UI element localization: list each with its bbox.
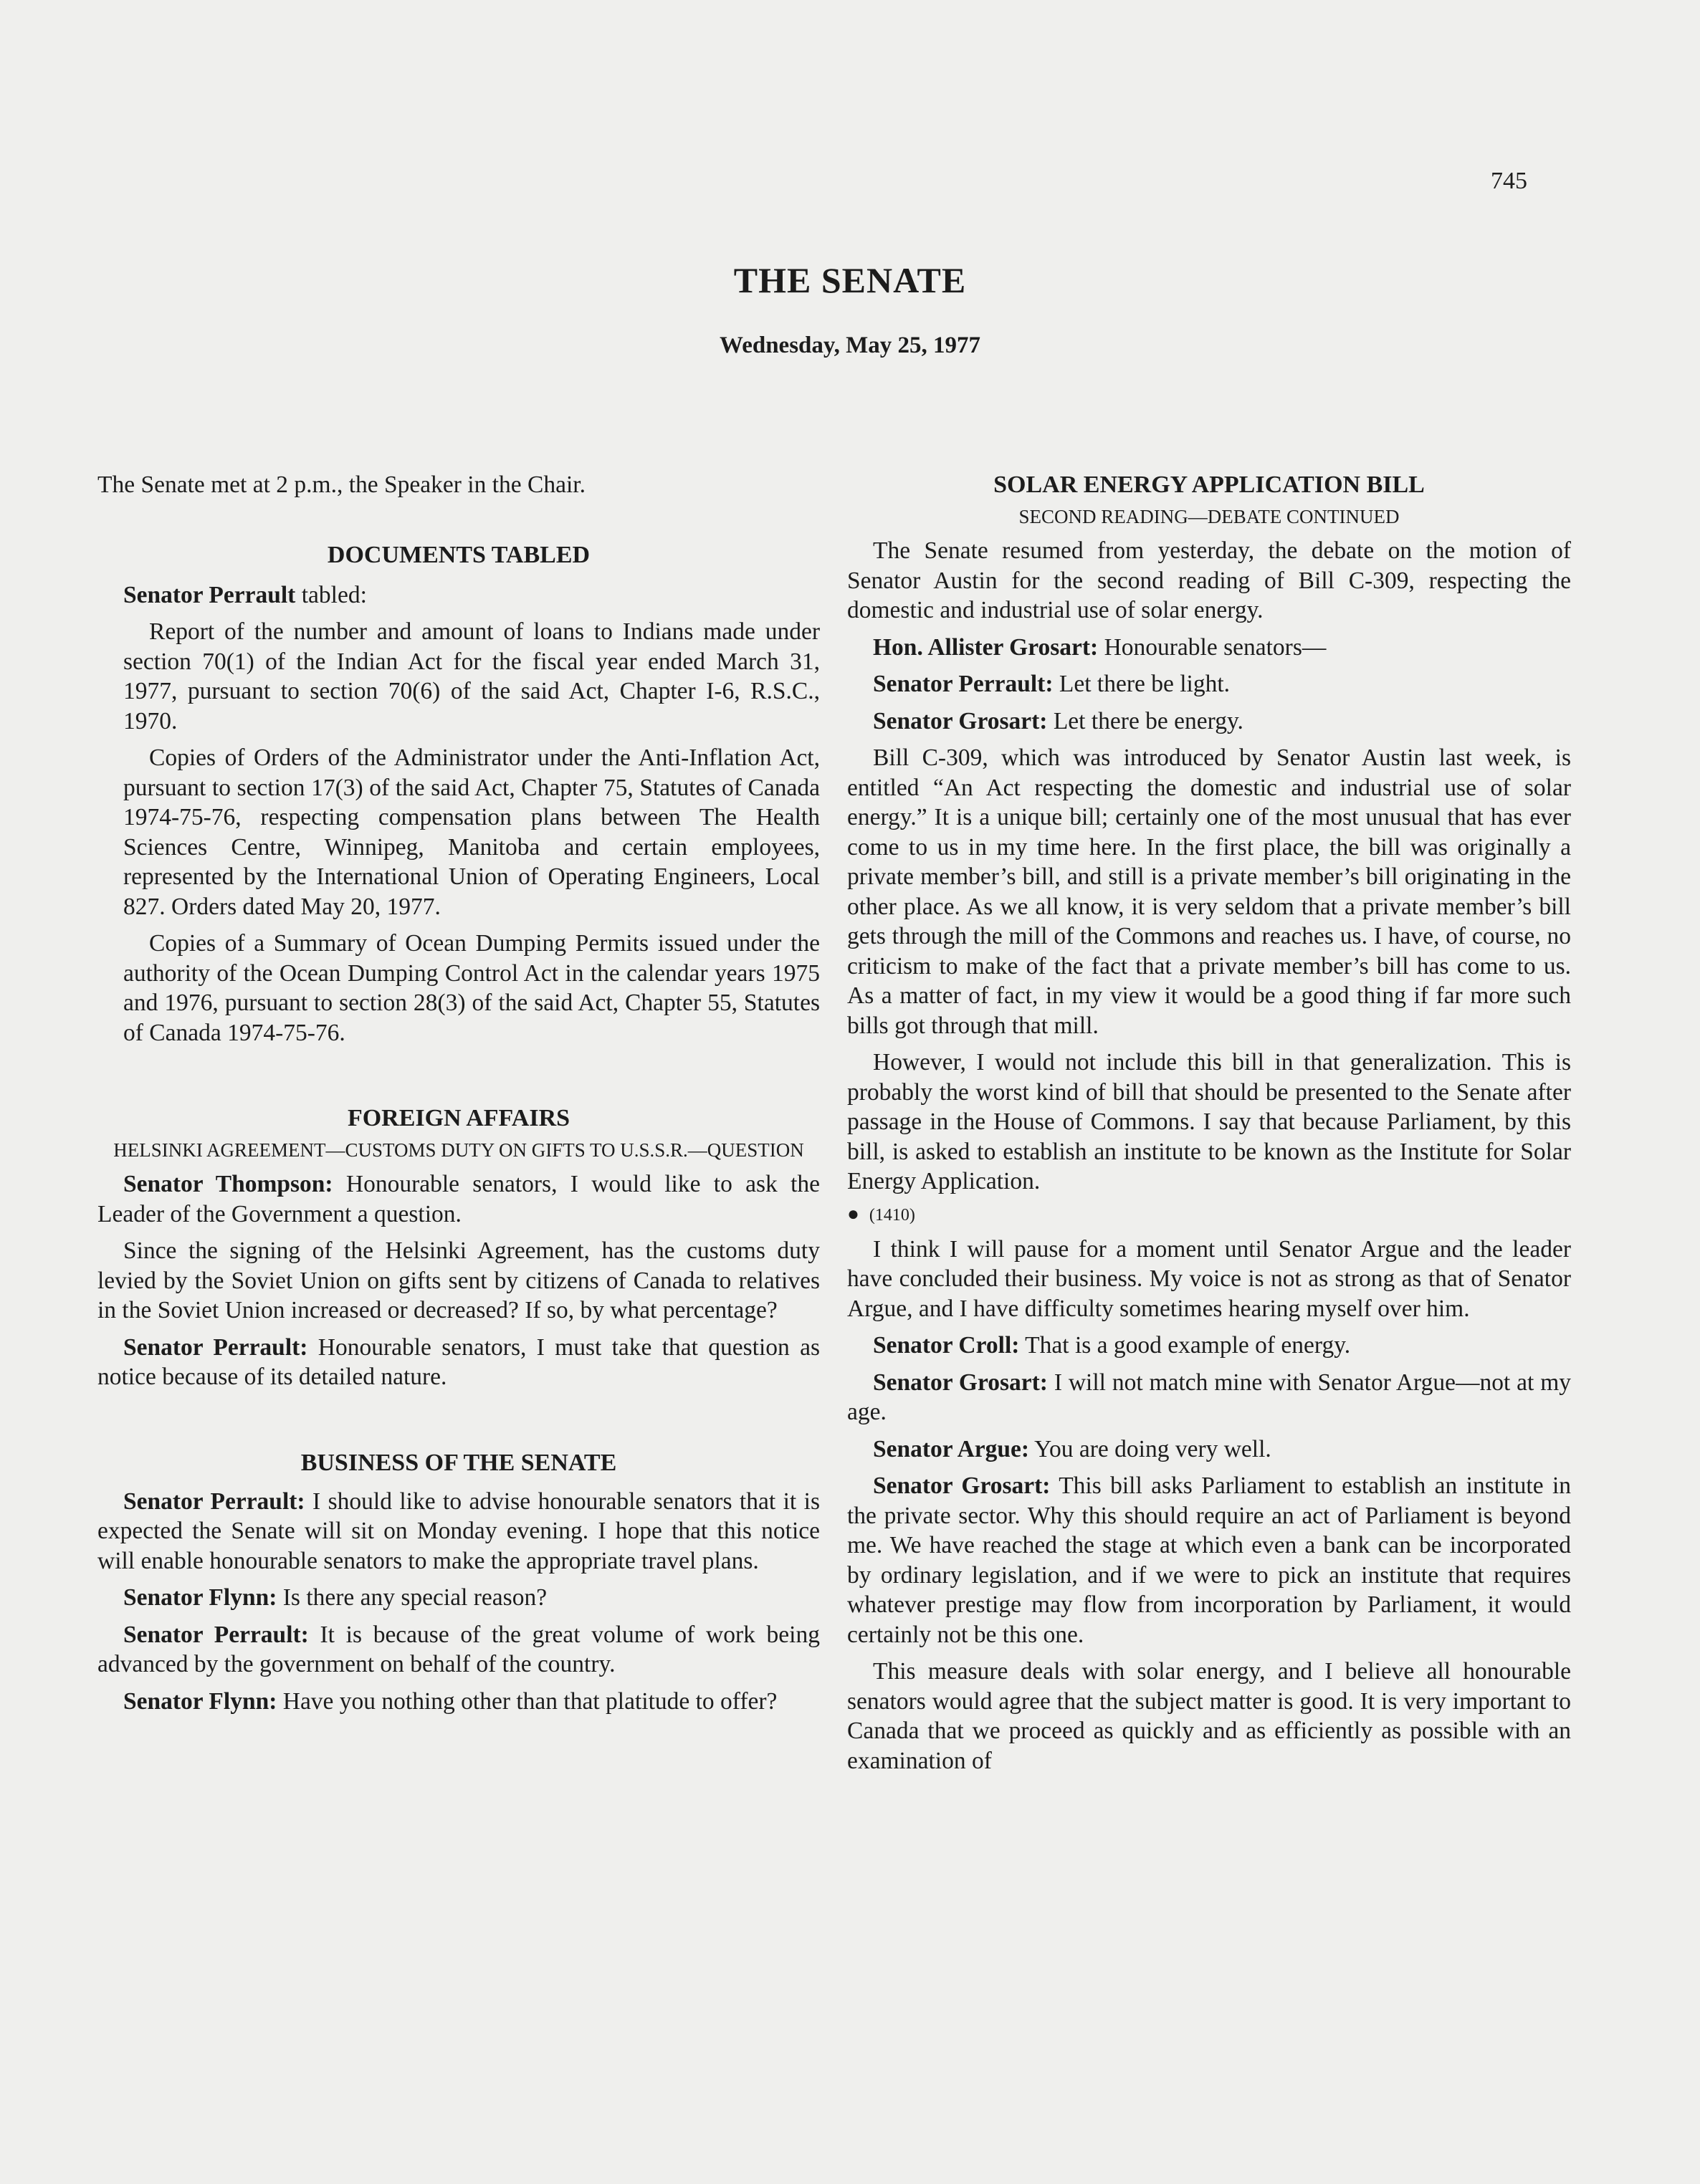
speech-paragraph: Since the signing of the Helsinki Agreement, has the customs duty levied by the Soviet Union on gifts sent by citizens of Canada to relatives in the Soviet Union increased or decreased? If so, by what percentage? <box>97 1237 820 1323</box>
speech-paragraph <box>847 1471 1571 1649</box>
section-heading-solar-energy-bill: SOLAR ENERGY APPLICATION BILL <box>993 471 1425 498</box>
tabled-document: Report of the number and amount of loans to Indians made under section 70(1) of the Indian Act for the fiscal year ended March 31, 1977, pursuant to section 70(6) of the said Act, Chapter I-6, R.S.C., 1970. <box>123 618 820 734</box>
speaker-name: Hon. Allister Grosart: <box>873 633 1099 661</box>
speech-text: It is because of the great volume of work being advanced by the government on behalf of the country. <box>97 1621 820 1677</box>
speech-text: I will not match mine with Senator Argue—not at my age. <box>847 1369 1572 1425</box>
speaker-name: Senator Grosart: <box>873 707 1048 734</box>
section-heading-documents-tabled: DOCUMENTS TABLED <box>327 541 591 568</box>
speaker-name: Senator Flynn: <box>123 1687 277 1715</box>
speech-paragraph <box>847 1435 1571 1465</box>
speech-paragraph <box>97 1620 820 1680</box>
tabled-document: Copies of Orders of the Administrator under the Anti-Inflation Act, pursuant to section 17(3) of the said Act, Chapter 75, Statutes of Canada 1974-75-76, respecting compensation plans between The Health Sciences Centre, Winnipeg, Manitoba and certain employees, represented by the International Union of Operating Engineers, Local 827. Orders dated May 20, 1977. <box>123 744 820 920</box>
section-subheading-helsinki: HELSINKI AGREEMENT—CUSTOMS DUTY ON GIFTS TO U.S.S.R.—QUESTION <box>113 1139 804 1161</box>
speech-paragraph <box>847 633 1571 663</box>
speech-text: This bill asks Parliament to establish an institute in the private sector. Why this should require an act of Parliament is beyond me. We have reached the stage at which even a bank can be incorporated by ordinary legislation, and if we were to pick an institute that requires whatever prestige may flow from incorporation by Parliament, it would certainly not be this one. <box>847 1472 1571 1648</box>
speaker-name: Senator Perrault <box>123 581 296 608</box>
speaker-name: Senator Argue: <box>873 1435 1030 1462</box>
speech-text: Let there be light. <box>1053 671 1231 697</box>
speech-paragraph <box>97 1169 820 1229</box>
speech-paragraph: I think I will pause for a moment until Senator Argue and the leader have concluded their business. My voice is not as strong as that of Senator Argue, and I have difficulty sometimes hearing myself over him. <box>847 1235 1571 1322</box>
speech-text: Honourable senators— <box>1098 633 1327 661</box>
speech-text: Honourable senators, I would like to ask the Leader of the Government a question. <box>97 1171 820 1227</box>
speaker-name: Senator Grosart: <box>873 1369 1048 1396</box>
speaker-name: Senator Thompson: <box>123 1171 333 1197</box>
speech-paragraph: Bill C-309, which was introduced by Senator Austin last week, is entitled “An Act respecting the domestic and industrial use of solar energy.” It is a unique bill; certainly one of the most unusual that has ever come to us in my time here. In the first place, the bill was originally a private member’s bill, and still is a private member’s bill originating in the other place. As we all know, it is very seldom that a private member’s bill gets through the mill of the Commons and reaches us. I have, of course, no criticism to make of the fact that a private member’s bill has come to us. As a matter of fact, in my view it would be a good thing if far more such bills got through that mill. <box>847 744 1571 1039</box>
speech-text: Let there be energy. <box>1047 707 1243 734</box>
speaker-name: Senator Perrault: <box>873 671 1054 697</box>
tabled-text: tabled: <box>295 581 367 608</box>
sitting-date: Wednesday, May 25, 1977 <box>720 332 980 358</box>
speech-text: That is a good example of energy. <box>1019 1332 1351 1359</box>
section-subheading-second-reading: SECOND READING—DEBATE CONTINUED <box>1018 506 1400 527</box>
time-marker-text: (1410) <box>869 1205 915 1225</box>
speech-text: Have you nothing other than that platitude to offer? <box>277 1687 778 1715</box>
opening-statement: The Senate met at 2 p.m., the Speaker in the Chair. <box>97 471 586 498</box>
speech-text: Honourable senators, I must take that question as notice because of its detailed nature. <box>97 1333 820 1390</box>
speech-text: You are doing very well. <box>1029 1435 1271 1462</box>
speech-paragraph <box>97 1687 820 1717</box>
bullet-icon: ● <box>847 1202 859 1225</box>
speech-paragraph: However, I would not include this bill in that generalization. This is probably the worst kind of bill that should be presented to the Senate after passage in the House of Commons. I say that because Parliament, by this bill, is asked to establish an institute to be known as the Institute for Solar Energy Application. <box>847 1049 1571 1194</box>
left-column <box>97 470 820 1723</box>
speech-paragraph <box>97 1333 820 1392</box>
section-heading-foreign-affairs: FOREIGN AFFAIRS <box>347 1105 570 1131</box>
section-heading-business: BUSINESS OF THE SENATE <box>300 1449 617 1476</box>
speech-paragraph: The Senate resumed from yesterday, the debate on the motion of Senator Austin for the second reading of Bill C-309, respecting the domestic and industrial use of solar energy. <box>847 537 1571 623</box>
speech-paragraph <box>97 1487 820 1576</box>
speech-paragraph <box>97 1583 820 1613</box>
speaker-name: Senator Perrault: <box>123 1488 305 1515</box>
time-marker <box>847 1204 1571 1226</box>
speech-text: Is there any special reason? <box>277 1584 548 1611</box>
speaker-name: Senator Perrault: <box>123 1333 308 1361</box>
speaker-name: Senator Flynn: <box>123 1584 277 1611</box>
speaker-name: Senator Grosart: <box>873 1472 1051 1499</box>
speech-paragraph: This measure deals with solar energy, and I believe all honourable senators would agree that the subject matter is good. It is very important to Canada that we proceed as quickly and as efficiently as possible with an examination of <box>847 1658 1571 1774</box>
speech-paragraph <box>847 1331 1571 1361</box>
speech-paragraph <box>847 1368 1571 1427</box>
speech-paragraph <box>847 707 1571 737</box>
page-number: 745 <box>1491 168 1527 194</box>
page-title: THE SENATE <box>733 260 967 300</box>
right-column <box>847 470 1571 1783</box>
speaker-name: Senator Perrault: <box>123 1621 309 1648</box>
speech-paragraph <box>847 669 1571 699</box>
speaker-name: Senator Croll: <box>873 1332 1020 1359</box>
tabled-line <box>97 580 820 610</box>
tabled-document: Copies of a Summary of Ocean Dumping Permits issued under the authority of the Ocean Dumping Control Act in the calendar years 1975 and 1976, pursuant to section 28(3) of the said Act, Chapter 55, Statutes of Canada 1974-75-76. <box>123 930 820 1046</box>
speech-text: I should like to advise honourable senators that it is expected the Senate will sit on Monday evening. I hope that this notice will enable honourable senators to make the appropriate travel plans. <box>97 1488 820 1574</box>
